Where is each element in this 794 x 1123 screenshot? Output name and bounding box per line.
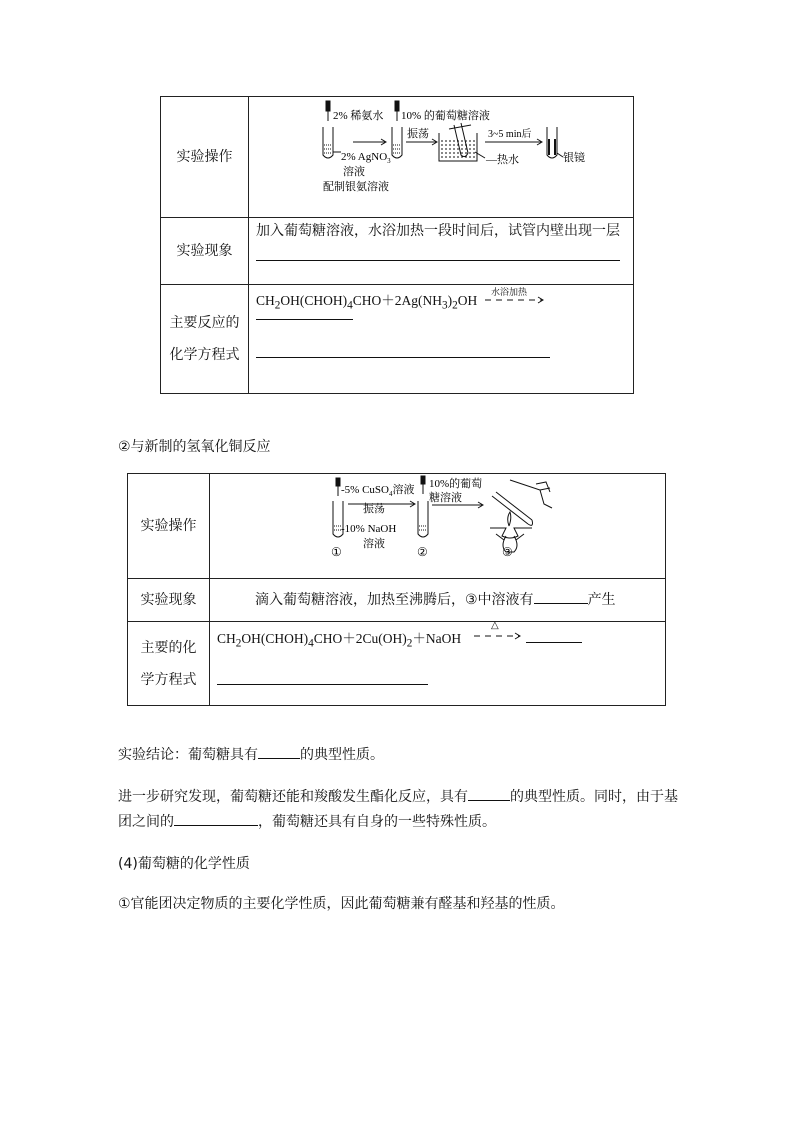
- silver-mirror-table: [160, 96, 634, 394]
- answer-blank[interactable]: [468, 799, 510, 801]
- answer-blank[interactable]: [258, 757, 300, 759]
- reagent-glucose-label: 10% 的葡萄糖溶液: [401, 110, 490, 122]
- paragraph-functional-groups: ①官能团决定物质的主要化学性质，因此葡萄糖兼有醛基和羟基的性质。: [118, 896, 565, 912]
- copper-hydroxide-table: [127, 473, 666, 706]
- phenomenon-label: [161, 218, 249, 285]
- dropper-icon: [395, 101, 399, 121]
- reaction-arrow-icon: [474, 631, 524, 641]
- answer-blank[interactable]: [256, 357, 550, 358]
- dropper-icon: [336, 478, 340, 496]
- phenomenon-cell: [249, 218, 634, 285]
- section-title-chemical-properties: (4)葡萄糖的化学性质: [118, 856, 250, 872]
- time-label: 3~5 min后: [488, 129, 532, 140]
- heating-apparatus-icon: [490, 480, 552, 552]
- operation-label: [161, 97, 249, 218]
- phenomenon-cell: [210, 579, 666, 622]
- copper-hydroxide-diagram: [210, 474, 665, 578]
- equation-cell: [249, 285, 634, 394]
- condition-label: 水浴加热: [491, 288, 528, 298]
- conclusion-text-before: 实验结论：葡萄糖具有: [118, 747, 258, 763]
- dropper-icon: [326, 101, 330, 121]
- phenomenon-label: [128, 579, 210, 622]
- copper-sulfate-label: -5% CuSO$_4$溶液: [341, 484, 415, 498]
- answer-blank[interactable]: [256, 260, 620, 261]
- test-tube-icon: [323, 127, 333, 158]
- equation-label: [128, 622, 210, 706]
- answer-blank[interactable]: [174, 824, 258, 826]
- reaction-arrow-icon: [485, 295, 547, 305]
- paragraph-line-1-after: 的典型性质。同时，由于基: [510, 789, 678, 805]
- silver-nitrate-solution-label: 溶液: [343, 166, 365, 178]
- water-bath-beaker-icon: [439, 123, 477, 161]
- equation-label: [161, 285, 249, 394]
- heat-condition-label: △: [491, 620, 499, 631]
- step-number-2: ②: [417, 545, 428, 559]
- paragraph-line-1: [118, 786, 678, 806]
- paragraph-line-2: [118, 811, 496, 831]
- silver-equation: $CH_2OH(CHOH)_4CHO+2Ag(NH_3)_2OH$: [256, 293, 478, 312]
- silver-mirror-tube-icon: [547, 127, 557, 158]
- equation-label-line1: 主要的化: [140, 639, 197, 656]
- silver-nitrate-label: 2% AgNO$_3$: [341, 151, 391, 165]
- answer-blank[interactable]: [217, 684, 428, 685]
- paragraph-line-1-before: 进一步研究发现，葡萄糖还能和羧酸发生酯化反应，具有: [118, 789, 468, 805]
- silver-mirror-diagram: [249, 97, 633, 217]
- hot-water-label: —热水: [486, 154, 519, 166]
- glucose-label-line2: 糖溶液: [429, 492, 462, 504]
- naoh-label: -10% NaOH: [341, 523, 397, 535]
- test-tube-icon: [392, 127, 402, 158]
- phenomenon-label-text: 实验现象: [140, 592, 197, 608]
- equation-cell: [210, 622, 666, 706]
- phenomenon-text: 加入葡萄糖溶液，水浴加热一段时间后，试管内壁出现一层: [256, 223, 620, 239]
- dropper-icon: [421, 476, 425, 494]
- equation-label-line2: 化学方程式: [169, 347, 240, 363]
- experiment-conclusion: [118, 744, 384, 764]
- paragraph-line-2-before: 团之间的: [118, 814, 174, 830]
- shake-label: 振荡: [363, 503, 385, 515]
- silver-mirror-label: 银镜: [563, 152, 585, 164]
- equation-label-line1: 主要反应的: [169, 315, 240, 331]
- reagent-ammonia-label: 2% 稀氨水: [333, 110, 384, 122]
- silver-mirror-diagram-cell: [249, 97, 634, 218]
- phenomenon-label-text: 实验现象: [176, 243, 233, 259]
- paragraph-line-2-after: ，葡萄糖还具有自身的一些特殊性质。: [258, 814, 496, 830]
- operation-label-text: 实验操作: [140, 518, 197, 534]
- phenomenon-text-after: 产生: [587, 592, 616, 608]
- arrow-icon: [353, 139, 386, 145]
- copper-diagram-cell: [210, 474, 666, 579]
- shake-label: 振荡: [407, 128, 429, 140]
- answer-blank[interactable]: [526, 642, 582, 643]
- section-title-copper-hydroxide: ②与新制的氢氧化铜反应: [118, 439, 271, 455]
- glucose-label-line1: 10%的葡萄: [429, 478, 483, 490]
- answer-blank[interactable]: [256, 319, 353, 320]
- phenomenon-text-before: 滴入葡萄糖溶液，加热至沸腾后，③中溶液有: [255, 592, 534, 608]
- copper-equation: $CH_2OH(CHOH)_4CHO+2Cu(OH)_2+NaOH$: [217, 631, 462, 650]
- naoh-solution-label: 溶液: [363, 538, 385, 550]
- phenomenon-text: [255, 589, 616, 609]
- answer-blank[interactable]: [534, 602, 588, 604]
- conclusion-text-after: 的典型性质。: [300, 747, 384, 763]
- silver-ammonia-caption: 配制银氨溶液: [323, 181, 389, 193]
- equation-label-line2: 学方程式: [140, 671, 197, 688]
- test-tube-icon: [418, 501, 428, 537]
- operation-label-text: 实验操作: [176, 149, 233, 165]
- step-number-1: ①: [331, 545, 342, 559]
- operation-label: [128, 474, 210, 579]
- step-number-3: ③: [502, 545, 513, 559]
